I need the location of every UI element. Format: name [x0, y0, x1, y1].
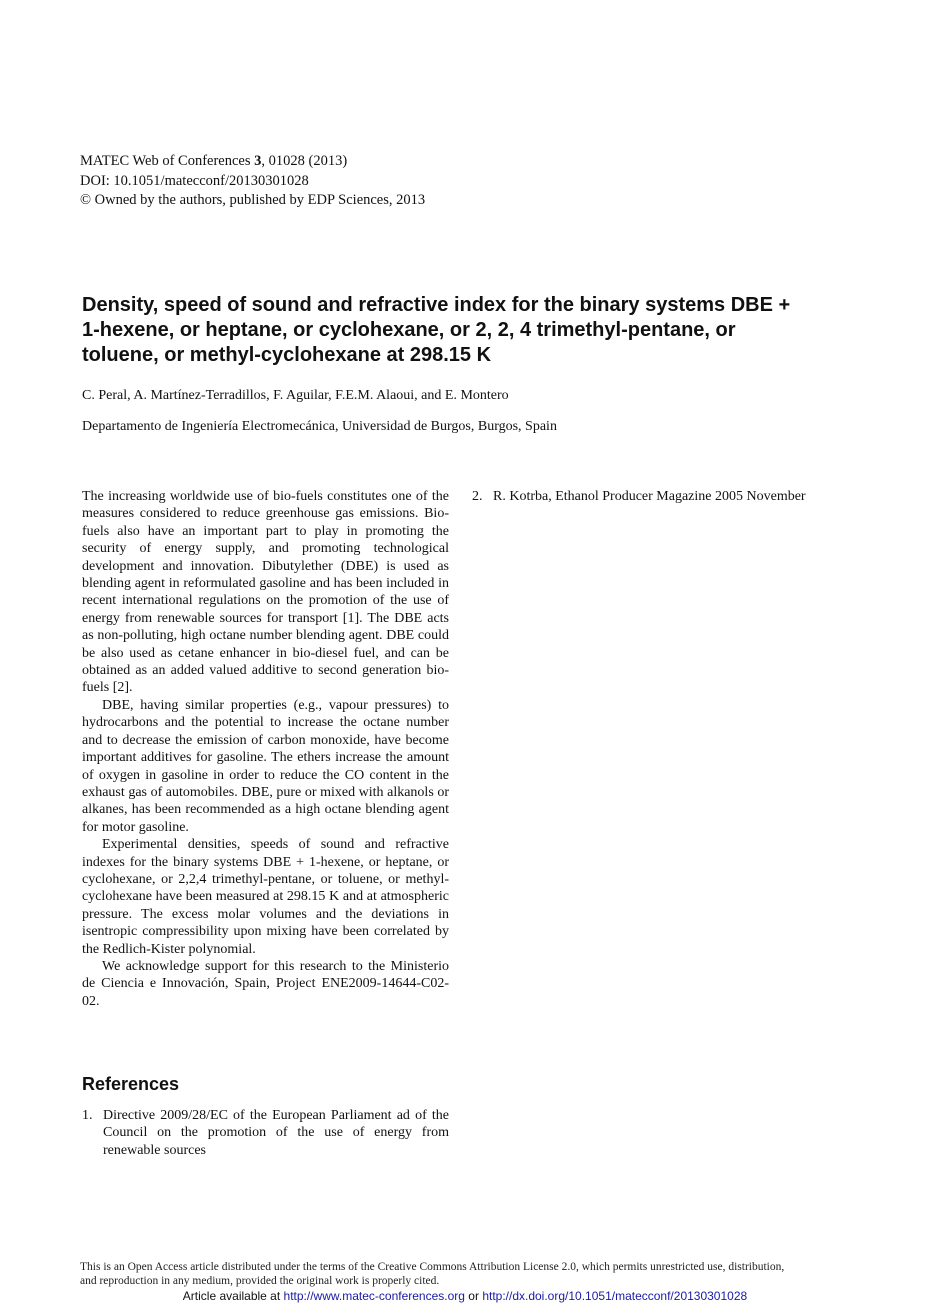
paragraph-3: Experimental densities, speeds of sound and refractive indexes for the binary systems DBE + 1-hexene, or heptane, or cyclohexane, or 2,2,4 trimethyl-pentane, or toluene, or methyl-cyclohexane have been measured at 298.15 K and at atmospheric pressure. The excess molar volumes and the deviations in isentropic compressibility upon mixing have been correlated by the Redlich-Kister polynomial. — [82, 837, 449, 957]
availability-or: or — [468, 1289, 479, 1303]
reference-text: Directive 2009/28/EC of the European Parliament ad of the Council on the promotion of the use of energy from renewable sources — [103, 1108, 449, 1158]
matec-website-link[interactable]: http://www.matec-conferences.org — [283, 1289, 465, 1303]
reference-number: 1. — [82, 1108, 93, 1123]
journal-header — [80, 152, 425, 211]
availability-prefix: Article available at — [182, 1289, 281, 1303]
reference-item-1 — [82, 1107, 449, 1167]
license-line-2: and reproduction in any medium, provided the original work is properly cited. — [80, 1275, 440, 1287]
body-text-column — [82, 488, 449, 1010]
title-line-1: Density, speed of sound and refractive index for the binary systems DBE + — [82, 294, 791, 316]
reference-item-2 — [472, 488, 852, 508]
reference-number: 2. — [472, 489, 483, 504]
paragraph-2: DBE, having similar properties (e.g., vapour pressures) to hydrocarbons and the potential to increase the octane number and to decrease the emission of carbon monoxide, have become important additives for gasoline. The ethers increase the amount of oxygen in gasoline in order to reduce the CO content in the exhaust gas of automobiles. DBE, pure or mixed with alkanols or alkanes, has been recommended as a high octane blending agent for motor gasoline. — [82, 697, 449, 835]
license-line-1: This is an Open Access article distributed under the terms of the Creative Commons Attribution License 2.0, which permits unrestricted use, distribution, — [80, 1261, 785, 1273]
paper-title — [82, 293, 862, 368]
journal-volume: 3 — [254, 153, 262, 169]
article-availability — [0, 1288, 930, 1304]
license-notice — [80, 1260, 850, 1288]
author-list: C. Peral, A. Martínez-Terradillos, F. Aguilar, F.E.M. Alaoui, and E. Montero — [82, 388, 509, 403]
reference-text: R. Kotrba, Ethanol Producer Magazine 2005 November — [493, 489, 806, 504]
article-info: , 01028 (2013) — [261, 153, 348, 169]
doi-link[interactable]: http://dx.doi.org/10.1051/matecconf/20130301028 — [482, 1289, 748, 1303]
paragraph-1: The increasing worldwide use of bio-fuels constitutes one of the measures considered to reduce greenhouse gas emissions. Bio-fuels also have an important part to play in promoting the security of energy supply, and promoting technological development and innovation. Dibutylether (DBE) is used as blending agent in reformulated gasoline and has been included in recent international regulations on the promotion of the use of energy from renewable sources for transport [1]. The DBE acts as non-polluting, high octane number blending agent. DBE could be also used as cetane enhancer in bio-diesel fuel, and can be obtained as an added valued additive to second generation bio-fuels [2]. — [82, 489, 449, 696]
doi-line: DOI: 10.1051/matecconf/20130301028 — [80, 172, 309, 189]
title-line-3: toluene, or methyl-cyclohexane at 298.15 K — [82, 344, 492, 366]
references-heading: References — [82, 1074, 180, 1094]
affiliation: Departamento de Ingeniería Electromecánica, Universidad de Burgos, Burgos, Spain — [82, 419, 557, 434]
paragraph-4: We acknowledge support for this research to the Ministerio de Ciencia e Innovación, Spain, Project ENE2009-14644-C02-02. — [82, 958, 449, 1009]
copyright-line: © Owned by the authors, published by EDP Sciences, 2013 — [80, 192, 426, 208]
journal-citation — [80, 152, 425, 172]
journal-name: MATEC Web of Conferences — [80, 153, 251, 169]
title-line-2: 1-hexene, or heptane, or cyclohexane, or 2, 2, 4 trimethyl-pentane, or — [82, 319, 736, 341]
